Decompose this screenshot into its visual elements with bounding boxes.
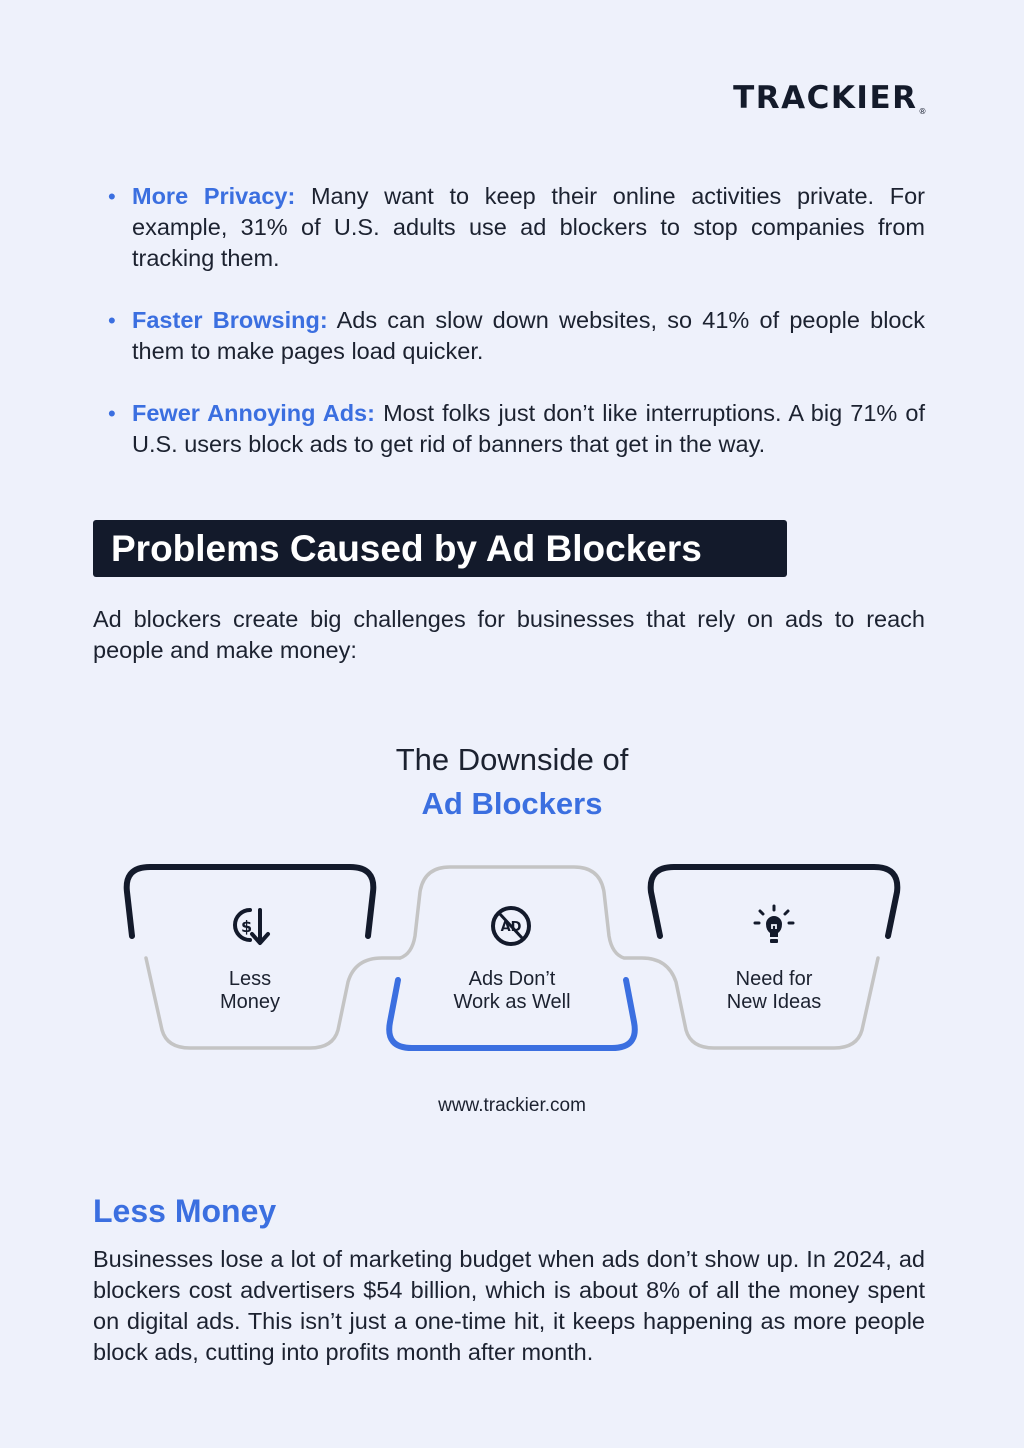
card-label-less-money <box>140 968 360 1014</box>
reasons-list <box>93 181 925 491</box>
card-label-line1: Need for <box>735 968 813 990</box>
svg-text:$: $ <box>241 917 253 936</box>
bullet-dot-icon: • <box>108 401 116 426</box>
bullet-text: Most folks just don’t like interruptions. A big 71% of U.S. users block ads to get rid of banners that get in the way. <box>132 400 926 457</box>
bullet-text: Many want to keep their online activities private. For example, 31% of U.S. adults use ad blockers to stop companies from tracking them. <box>132 183 925 271</box>
lightbulb-icon <box>750 902 798 950</box>
downside-diagram <box>0 850 1024 1070</box>
card-label-ads-dont-work <box>402 968 622 1014</box>
diagram-shapes <box>0 850 1024 1070</box>
card-label-line1: Ads Don’t <box>468 968 556 990</box>
infographic-title-line2: Ad Blockers <box>421 786 603 821</box>
ad-block-icon <box>487 902 535 950</box>
list-item <box>93 398 925 460</box>
card-label-line2: Money <box>219 991 281 1013</box>
card2-top-bracket <box>400 867 878 1048</box>
card-label-line2: Work as Well <box>453 991 571 1013</box>
bullet-lead: More Privacy: <box>132 183 296 209</box>
bullet-lead: Faster Browsing: <box>132 307 328 333</box>
card-label-line1: Less <box>228 968 272 990</box>
bullet-lead: Fewer Annoying Ads: <box>132 400 375 426</box>
infographic-title <box>0 738 1024 826</box>
dollar-down-icon <box>226 902 274 950</box>
bullet-dot-icon: • <box>108 184 116 209</box>
trackier-logo <box>733 80 928 116</box>
list-item <box>93 181 925 274</box>
subsection-body: Businesses lose a lot of marketing budget when ads don’t show up. In 2024, ad blockers cost advertisers $54 billion, which is about 8% of all the money spent on digital ads. This isn’t just a one-time hit, it keeps happening as more people block ads, cutting into profits month after month. <box>93 1246 925 1365</box>
bullet-dot-icon: • <box>108 308 116 333</box>
card-label-new-ideas <box>664 968 884 1014</box>
svg-text:AD: AD <box>500 920 522 935</box>
card-label-line2: New Ideas <box>726 991 822 1013</box>
logo-text: TRACKIER <box>733 80 918 116</box>
section-intro: Ad blockers create big challenges for businesses that rely on ads to reach people and make money: <box>93 606 925 663</box>
infographic-title-line1: The Downside of <box>395 742 629 777</box>
registered-mark: ® <box>918 107 928 116</box>
subsection-heading: Less Money <box>93 1193 277 1229</box>
section-heading: Problems Caused by Ad Blockers <box>93 520 787 577</box>
list-item <box>93 305 925 367</box>
bullet-text: Ads can slow down websites, so 41% of people block them to make pages load quicker. <box>132 307 925 364</box>
website-url: www.trackier.com <box>438 1095 586 1116</box>
